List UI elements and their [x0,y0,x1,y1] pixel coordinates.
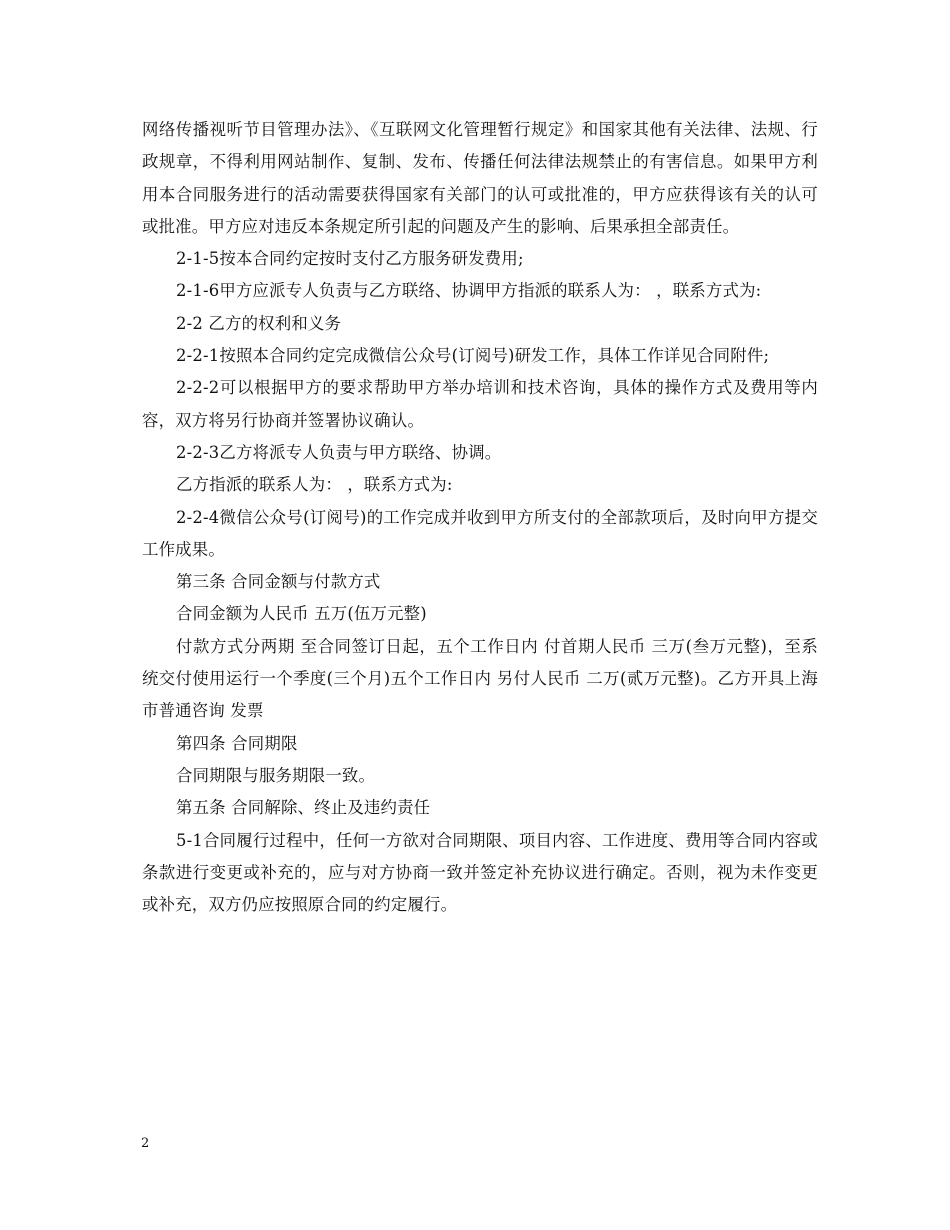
heading-article-3: 第三条 合同金额与付款方式 [176,572,381,592]
page-number: 2 [141,1136,150,1151]
paragraph-2-1-6: 2-1-6甲方应派专人负责与乙方联络、协调甲方指派的联系人为： ，联系方式为: [176,281,762,301]
paragraph-2-2-2: 2-2-2可以根据甲方的要求帮助甲方举办培训和技术咨询，具体的操作方式及费用等内容，双方将另行协商并签署协议确认。 [142,378,818,430]
paragraph-legal-compliance: 网络传播视听节目管理办法》、《互联网文化管理暂行规定》和国家其他有关法律、法规、行政规章，不得利用网站制作、复制、发布、传播任何法律法规禁止的有害信息。如果甲方利用本合同服务进行的活动需要获得国家有关部门的认可或批准的，甲方应获得该有关的认可或批准。甲方应对违反本条规定所引起的问题及产生的影响、后果承担全部责任。 [142,120,818,236]
heading-article-4: 第四条 合同期限 [176,733,298,753]
paragraph-payment-method: 付款方式分两期 至合同签订日起，五个工作日内 付首期人民币 三万(叁万元整)，至系统交付使用运行一个季度(三个月)五个工作日内 另付人民币 二万(贰万元整)。乙方开具上海市普通咨询 发票 [142,636,818,721]
paragraph-2-1-5: 2-1-5按本合同约定按时支付乙方服务研发费用; [176,249,524,269]
heading-article-5: 第五条 合同解除、终止及违约责任 [176,798,431,818]
paragraph-contact-b: 乙方指派的联系人为： ，联系方式为: [176,475,453,495]
document-body [142,114,818,921]
paragraph-2-2-3: 2-2-3乙方将派专人负责与甲方联络、协调。 [176,442,502,462]
paragraph-contract-term: 合同期限与服务期限一致。 [176,765,376,785]
paragraph-contract-amount: 合同金额为人民币 五万(伍万元整) [176,604,427,624]
paragraph-2-2-4: 2-2-4微信公众号(订阅号)的工作完成并收到甲方所支付的全部款项后，及时向甲方提交工作成果。 [142,507,818,559]
paragraph-5-1: 5-1合同履行过程中，任何一方欲对合同期限、项目内容、工作进度、费用等合同内容或条款进行变更或补充的，应与对方协商一致并签定补充协议进行确定。否则，视为未作变更或补充，双方仍应按照原合同的约定履行。 [142,830,818,915]
paragraph-2-2-1: 2-2-1按照本合同约定完成微信公众号(订阅号)研发工作，具体工作详见合同附件; [176,346,770,366]
heading-2-2: 2-2 乙方的权利和义务 [176,313,342,333]
